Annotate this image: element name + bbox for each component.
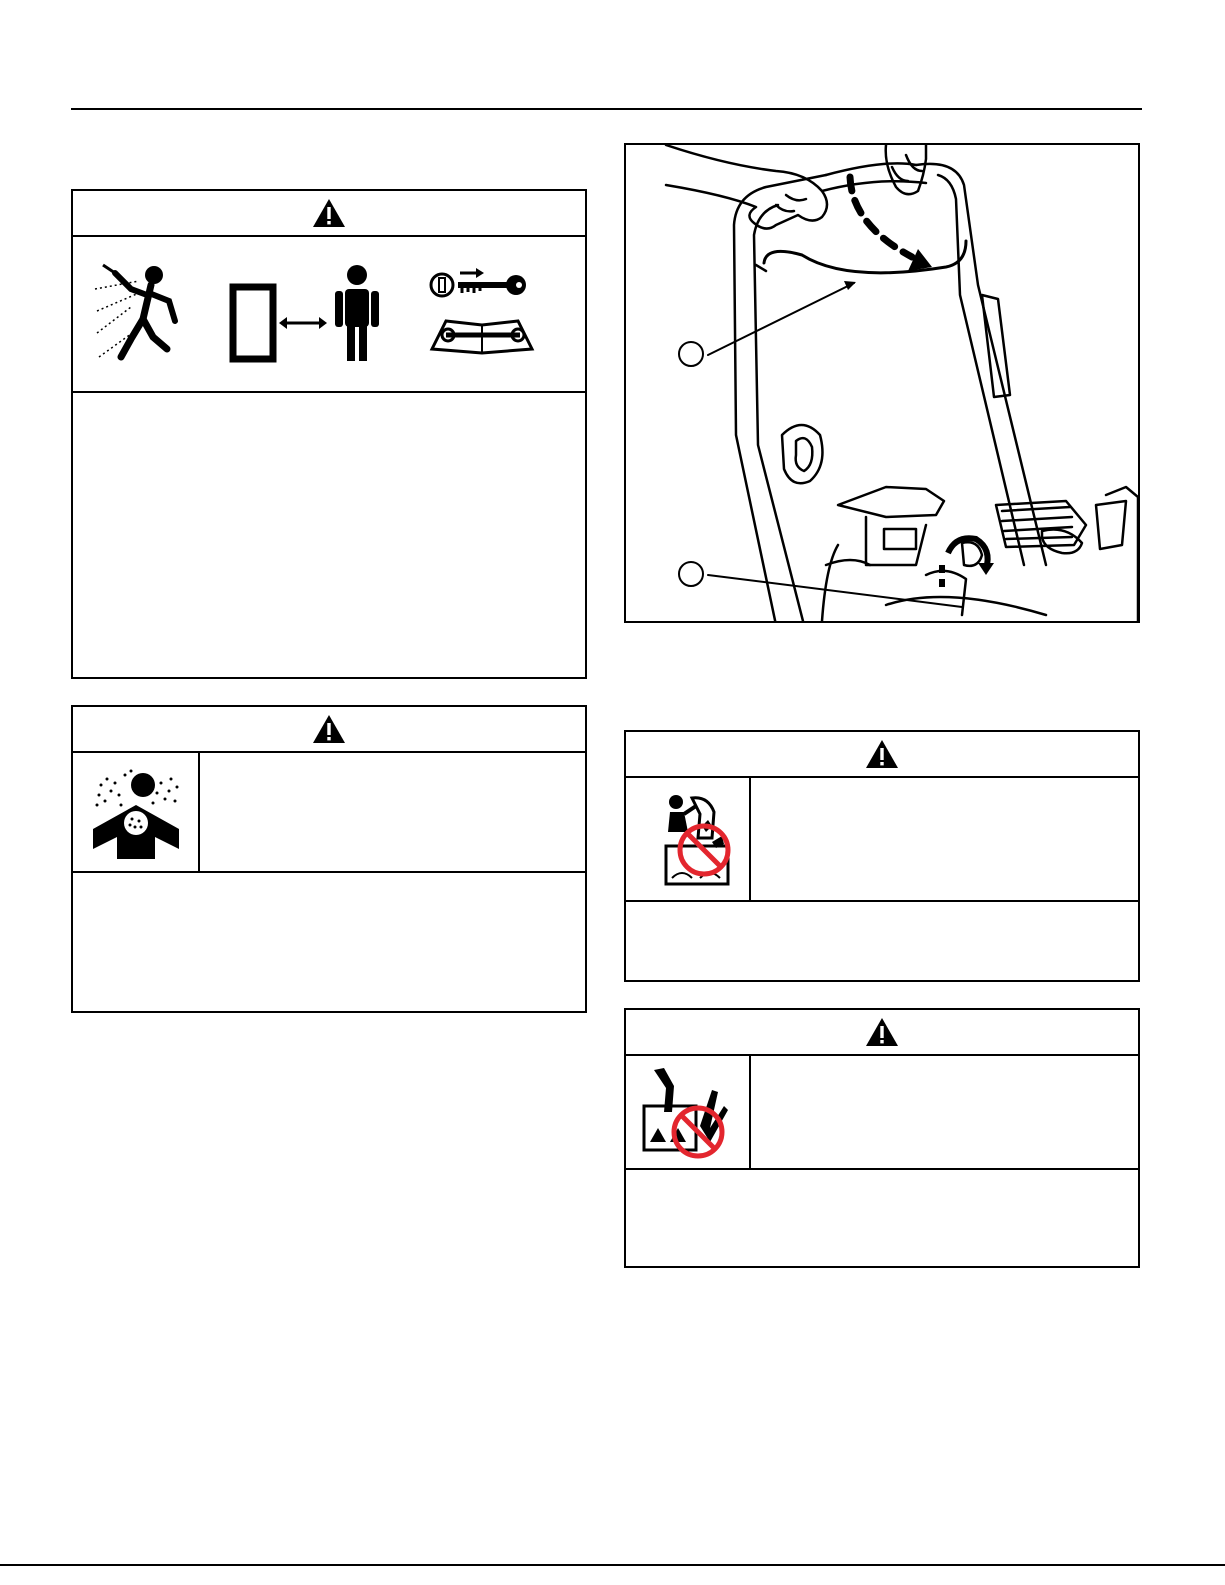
bottom-rule [0,1564,1225,1566]
remove-key-read-manual-icon [428,265,538,357]
warning-triangle-icon [865,739,899,769]
warning-header [73,707,585,753]
warning-header [626,1010,1138,1056]
warning-triangle-icon [865,1017,899,1047]
warning-body-text [626,902,1138,980]
warning-box-visibility [71,189,587,679]
toxic-fumes-hazard-icon [91,765,181,859]
pictogram-row [73,237,585,393]
assembly-illustration [624,143,1140,623]
thrown-objects-hazard-icon [91,261,181,371]
warning-header [626,732,1138,778]
no-hands-in-chute-icon [662,792,734,886]
icon-cell [626,1056,751,1168]
warning-message [200,753,585,871]
warning-header [73,191,585,237]
pictogram-row [626,778,1138,902]
warning-message [751,778,1138,900]
warning-triangle-icon [312,198,346,228]
warning-message [751,1056,1138,1168]
top-rule [71,108,1142,110]
snow-blower-handle-illustration [626,145,1138,621]
warning-box-fumes [71,705,587,1013]
no-contact-auger-icon [640,1066,736,1160]
warning-box-auger [624,1008,1140,1268]
keep-bystanders-away-icon [229,263,389,363]
callout-1 [678,341,704,367]
icon-cell [73,753,200,871]
callout-2 [678,561,704,587]
warning-body-text [73,873,585,1011]
warning-body-text [626,1170,1138,1266]
warning-body-text [73,393,585,677]
warning-box-chute [624,730,1140,982]
warning-triangle-icon [312,714,346,744]
pictogram-row [626,1056,1138,1170]
pictogram-row [73,753,585,873]
icon-cell [626,778,751,900]
